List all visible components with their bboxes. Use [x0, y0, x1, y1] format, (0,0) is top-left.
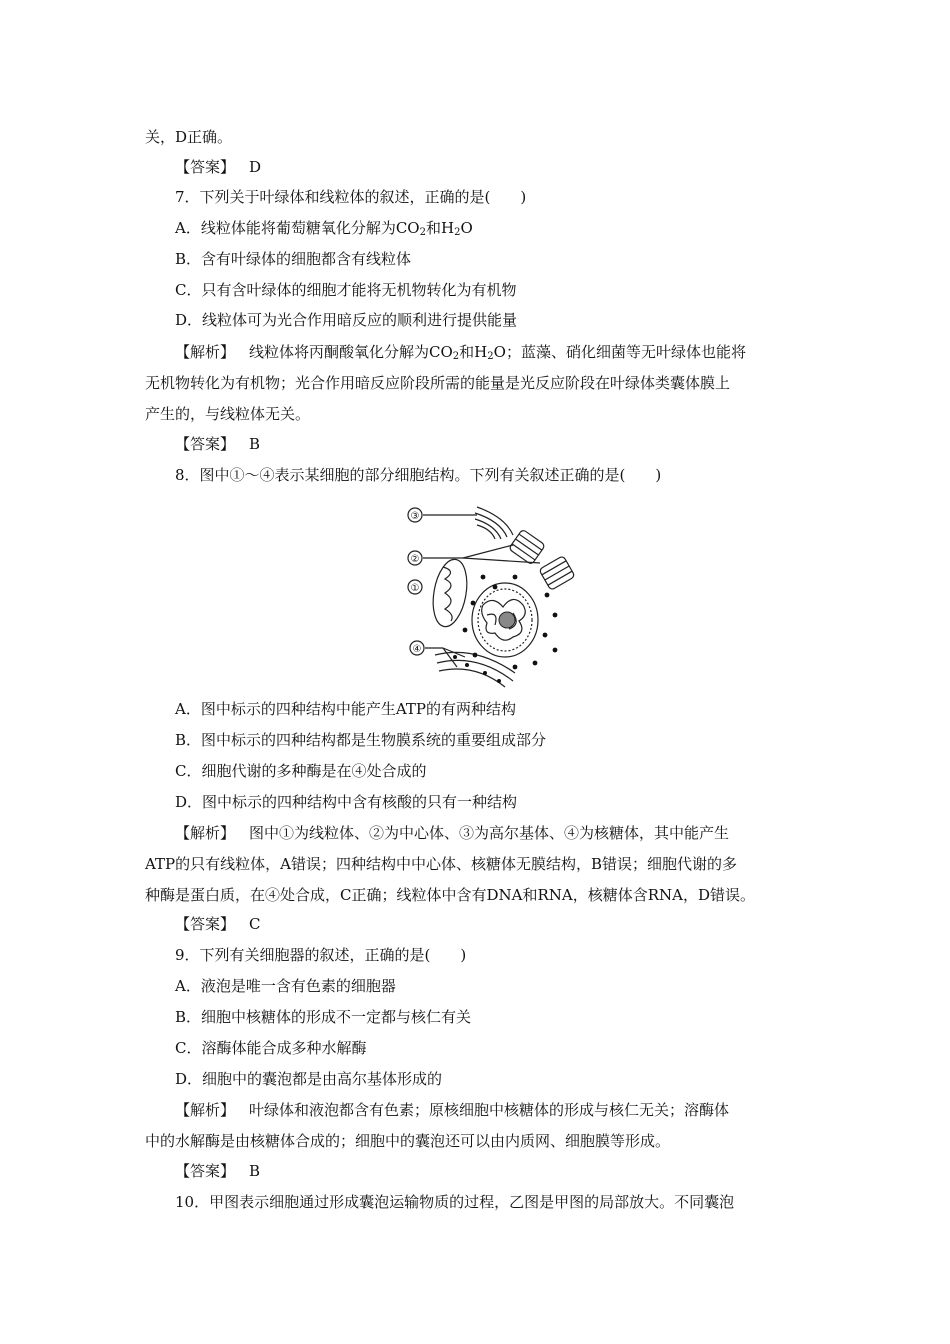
option-d: D．图中标示的四种结构中含有核酸的只有一种结构 [175, 793, 518, 811]
answer-line: 【答案】 C [175, 915, 261, 933]
text-line: 关，D正确。 [145, 128, 233, 146]
figure-label: ③ [410, 511, 420, 522]
figure-label: ② [410, 554, 420, 565]
answer-tag: 【答案】 [175, 1162, 236, 1180]
cell-structure-figure [395, 495, 585, 695]
answer-tag: 【答案】 [175, 158, 236, 176]
text-line: 种酶是蛋白质，在④处合成，C正确；线粒体中含有DNA和RNA，核糖体含RNA，D错误。 [145, 886, 755, 904]
question-8: 8．图中①～④表示某细胞的部分细胞结构。下列有关叙述正确的是( ) [175, 466, 662, 484]
question-10: 10．甲图表示细胞通过形成囊泡运输物质的过程，乙图是甲图的局部放大。不同囊泡 [175, 1193, 735, 1211]
question-7: 7．下列关于叶绿体和线粒体的叙述，正确的是( ) [175, 188, 527, 206]
option-b: B．细胞中核糖体的形成不一定都与核仁有关 [175, 1008, 472, 1026]
question-9: 9．下列有关细胞器的叙述，正确的是( ) [175, 946, 467, 964]
answer-tag: 【答案】 [175, 435, 236, 453]
analysis-line: 【解析】 叶绿体和液泡都含有色素；原核细胞中核糖体的形成与核仁无关；溶酶体 [175, 1101, 730, 1119]
figure-label: ① [410, 583, 420, 594]
answer-tag: 【答案】 [175, 915, 236, 933]
option-b: B．图中标示的四种结构都是生物膜系统的重要组成部分 [175, 731, 547, 749]
option-a: A．液泡是唯一含有色素的细胞器 [175, 977, 396, 995]
answer-line: 【答案】 D [175, 158, 262, 176]
analysis-tag: 【解析】 [175, 824, 236, 842]
option-a: A．线粒体能将葡萄糖氧化分解为$CO_2$和$H_2O$ [175, 219, 473, 238]
option-b: B．含有叶绿体的细胞都含有线粒体 [175, 250, 412, 268]
figure-label: ④ [412, 644, 422, 655]
option-a: A．图中标示的四种结构中能产生ATP的有两种结构 [175, 700, 516, 718]
analysis-line: 【解析】 图中①为线粒体、②为中心体、③为高尔基体、④为核糖体，其中能产生 [175, 824, 730, 842]
answer-line: 【答案】 B [175, 435, 261, 453]
option-d: D．线粒体可为光合作用暗反应的顺利进行提供能量 [175, 311, 518, 329]
analysis-tag: 【解析】 [175, 343, 236, 361]
text-line: 产生的，与线粒体无关。 [145, 405, 311, 423]
option-d: D．细胞中的囊泡都是由高尔基体形成的 [175, 1070, 443, 1088]
text-line: 中的水解酶是由核糖体合成的；细胞中的囊泡还可以由内质网、细胞膜等形成。 [145, 1132, 671, 1150]
text-line: 无机物转化为有机物；光合作用暗反应阶段所需的能量是光反应阶段在叶绿体类囊体膜上 [145, 374, 731, 392]
option-c: C．溶酶体能合成多种水解酶 [175, 1039, 367, 1057]
option-c: C．细胞代谢的多种酶是在④处合成的 [175, 762, 427, 780]
text-line: ATP的只有线粒体，A错误；四种结构中中心体、核糖体无膜结构，B错误；细胞代谢的多 [145, 855, 737, 873]
analysis-line: 【解析】 线粒体将丙酮酸氧化分解为$CO_2$和$H_2O$；蓝藻、硝化细菌等无叶绿体也能将 [175, 343, 746, 362]
answer-line: 【答案】 B [175, 1162, 261, 1180]
option-c: C．只有含叶绿体的细胞才能将无机物转化为有机物 [175, 281, 517, 299]
analysis-tag: 【解析】 [175, 1101, 236, 1119]
